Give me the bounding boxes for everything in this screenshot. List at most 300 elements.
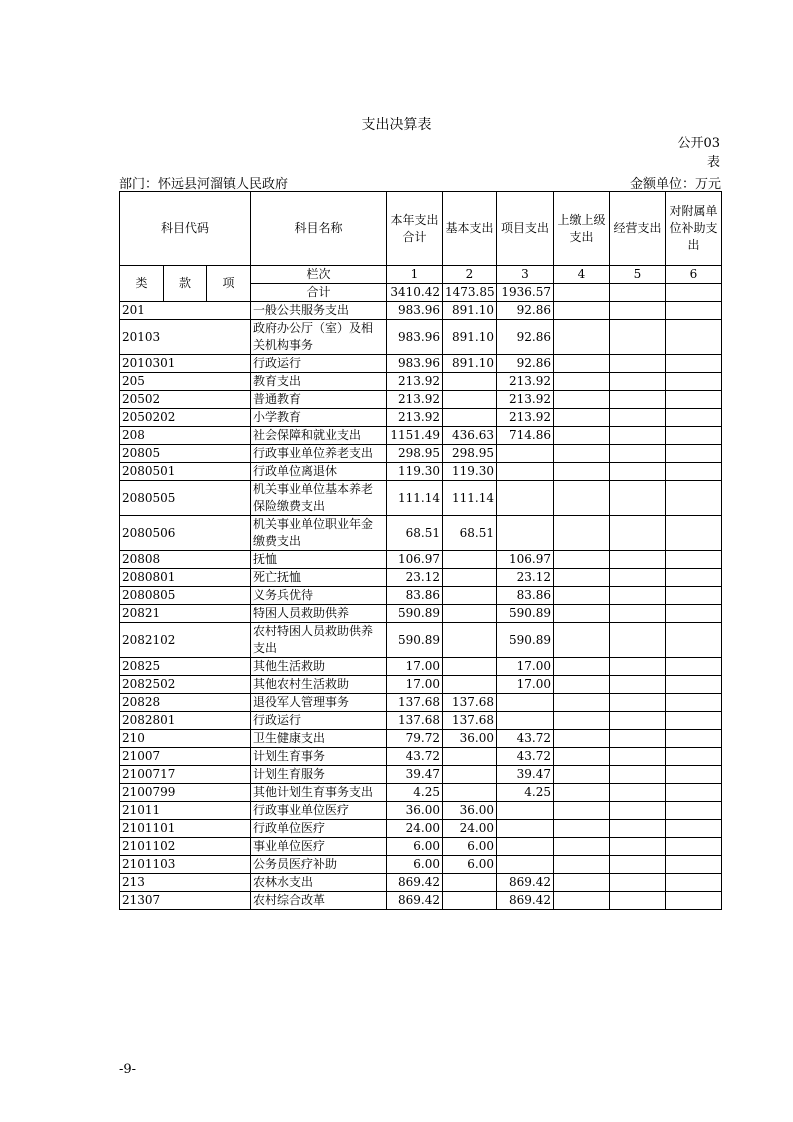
total-c6 [666,284,722,302]
cell-c3: 213.92 [497,391,554,409]
header-col2: 基本支出 [443,192,497,266]
cell-c1: 213.92 [387,391,443,409]
cell-c1: 6.00 [387,838,443,856]
cell-c5 [610,481,666,516]
cell-c1: 590.89 [387,623,443,658]
cell-code: 21007 [120,748,251,766]
cell-c3 [497,838,554,856]
cell-c2: 891.10 [443,355,497,373]
cell-code: 21011 [120,802,251,820]
table-row [120,373,722,391]
cell-c4 [554,892,610,910]
cell-c3: 39.47 [497,766,554,784]
table-row [120,605,722,623]
cell-c5 [610,748,666,766]
total-c2: 1473.85 [443,284,497,302]
cell-c6 [666,391,722,409]
table-row [120,463,722,481]
cell-c4 [554,569,610,587]
cell-c4 [554,712,610,730]
cell-name: 行政运行 [251,712,387,730]
header-col3: 项目支出 [497,192,554,266]
cell-c3: 869.42 [497,892,554,910]
cell-c4 [554,802,610,820]
total-c5 [610,284,666,302]
cell-c4 [554,481,610,516]
cell-code: 2082801 [120,712,251,730]
table-row [120,481,722,516]
cell-c4 [554,427,610,445]
cell-c4 [554,784,610,802]
cell-name: 其他农村生活救助 [251,676,387,694]
cell-c3 [497,516,554,551]
header-n4: 4 [554,266,610,284]
header-n2: 2 [443,266,497,284]
cell-name: 行政事业单位养老支出 [251,445,387,463]
cell-code: 2080805 [120,587,251,605]
table-row [120,445,722,463]
cell-c3: 17.00 [497,676,554,694]
cell-c1: 36.00 [387,802,443,820]
cell-c2 [443,784,497,802]
cell-code: 2100717 [120,766,251,784]
page-title: 支出决算表 [361,117,432,133]
table-row [120,748,722,766]
cell-c5 [610,658,666,676]
cell-c1: 23.12 [387,569,443,587]
cell-c3 [497,820,554,838]
table-row [120,551,722,569]
cell-c2 [443,373,497,391]
cell-c5 [610,676,666,694]
cell-c4 [554,730,610,748]
cell-c6 [666,516,722,551]
cell-c6 [666,748,722,766]
header-lei: 类 [120,266,164,302]
table-row [120,784,722,802]
cell-code: 2010301 [120,355,251,373]
cell-c3 [497,694,554,712]
table-row [120,391,722,409]
expenditure-table [119,191,722,910]
cell-c3: 83.86 [497,587,554,605]
cell-c3 [497,712,554,730]
cell-name: 普通教育 [251,391,387,409]
cell-c1: 1151.49 [387,427,443,445]
cell-c5 [610,373,666,391]
cell-c5 [610,445,666,463]
cell-c2 [443,874,497,892]
cell-c6 [666,784,722,802]
cell-name: 退役军人管理事务 [251,694,387,712]
cell-c3: 92.86 [497,302,554,320]
cell-code: 2101103 [120,856,251,874]
cell-c2 [443,766,497,784]
table-row [120,623,722,658]
cell-c4 [554,748,610,766]
cell-c3: 17.00 [497,658,554,676]
cell-c1: 43.72 [387,748,443,766]
cell-c6 [666,730,722,748]
table-row [120,569,722,587]
cell-c4 [554,302,610,320]
cell-name: 计划生育服务 [251,766,387,784]
cell-c2 [443,391,497,409]
cell-c6 [666,676,722,694]
cell-c1: 590.89 [387,605,443,623]
header-col6: 对附属单位补助支出 [666,192,722,266]
cell-c3 [497,802,554,820]
cell-c6 [666,587,722,605]
cell-name: 农村特困人员救助供养支出 [251,623,387,658]
total-c1: 3410.42 [387,284,443,302]
cell-c6 [666,623,722,658]
cell-code: 20821 [120,605,251,623]
cell-c2: 24.00 [443,820,497,838]
table-row [120,730,722,748]
table-row [120,694,722,712]
cell-c5 [610,320,666,355]
cell-c1: 17.00 [387,676,443,694]
header-lanci: 栏次 [251,266,387,284]
cell-name: 抚恤 [251,551,387,569]
header-n1: 1 [387,266,443,284]
cell-c3: 213.92 [497,373,554,391]
cell-name: 一般公共服务支出 [251,302,387,320]
cell-c2: 891.10 [443,320,497,355]
cell-c4 [554,623,610,658]
cell-c6 [666,820,722,838]
cell-c5 [610,766,666,784]
cell-c2 [443,409,497,427]
cell-c3 [497,481,554,516]
cell-code: 20805 [120,445,251,463]
header-n3: 3 [497,266,554,284]
table-row [120,712,722,730]
cell-c4 [554,463,610,481]
cell-c2 [443,587,497,605]
cell-name: 行政单位离退休 [251,463,387,481]
cell-c5 [610,391,666,409]
form-number-line2: 表 [706,155,720,170]
table-row [120,676,722,694]
cell-name: 特困人员救助供养 [251,605,387,623]
cell-c1: 869.42 [387,892,443,910]
cell-c5 [610,463,666,481]
table-row [120,892,722,910]
cell-c1: 983.96 [387,320,443,355]
cell-code: 2082502 [120,676,251,694]
cell-c1: 983.96 [387,302,443,320]
cell-code: 201 [120,302,251,320]
cell-c5 [610,856,666,874]
cell-name: 义务兵优待 [251,587,387,605]
cell-name: 政府办公厅（室）及相关机构事务 [251,320,387,355]
cell-c5 [610,516,666,551]
cell-c5 [610,569,666,587]
cell-c1: 119.30 [387,463,443,481]
cell-c6 [666,481,722,516]
cell-name: 教育支出 [251,373,387,391]
cell-c5 [610,820,666,838]
form-number-line1: 公开03 [677,136,720,151]
cell-name: 社会保障和就业支出 [251,427,387,445]
cell-c4 [554,676,610,694]
cell-c1: 298.95 [387,445,443,463]
cell-c5 [610,694,666,712]
cell-c4 [554,355,610,373]
cell-c2 [443,748,497,766]
cell-c6 [666,302,722,320]
table-row [120,302,722,320]
cell-c3: 213.92 [497,409,554,427]
cell-c6 [666,838,722,856]
cell-code: 205 [120,373,251,391]
table-row [120,856,722,874]
cell-c1: 213.92 [387,373,443,391]
cell-c3 [497,445,554,463]
cell-c6 [666,712,722,730]
cell-c2 [443,551,497,569]
cell-c3: 43.72 [497,730,554,748]
cell-c6 [666,569,722,587]
cell-c3: 869.42 [497,874,554,892]
cell-c1: 869.42 [387,874,443,892]
cell-c2: 436.63 [443,427,497,445]
cell-c6 [666,373,722,391]
cell-c5 [610,605,666,623]
cell-c1: 106.97 [387,551,443,569]
cell-name: 卫生健康支出 [251,730,387,748]
cell-c2 [443,892,497,910]
cell-c3: 106.97 [497,551,554,569]
cell-c1: 4.25 [387,784,443,802]
table-row [120,658,722,676]
cell-c3: 590.89 [497,623,554,658]
cell-c3 [497,856,554,874]
cell-c6 [666,320,722,355]
cell-c1: 6.00 [387,856,443,874]
cell-c5 [610,892,666,910]
cell-name: 机关事业单位基本养老保险缴费支出 [251,481,387,516]
header-name: 科目名称 [251,192,387,266]
cell-code: 20502 [120,391,251,409]
cell-code: 2100799 [120,784,251,802]
cell-c1: 24.00 [387,820,443,838]
table-body [120,302,722,910]
cell-c6 [666,874,722,892]
cell-code: 20103 [120,320,251,355]
cell-c5 [610,409,666,427]
table-row [120,820,722,838]
header-n5: 5 [610,266,666,284]
cell-c2: 119.30 [443,463,497,481]
cell-c4 [554,373,610,391]
table-row [120,355,722,373]
cell-code: 208 [120,427,251,445]
cell-c4 [554,694,610,712]
cell-c6 [666,551,722,569]
cell-c4 [554,605,610,623]
cell-c1: 137.68 [387,712,443,730]
cell-c4 [554,766,610,784]
cell-c2: 137.68 [443,712,497,730]
cell-c6 [666,766,722,784]
cell-c2: 298.95 [443,445,497,463]
cell-c5 [610,874,666,892]
cell-code: 2080801 [120,569,251,587]
cell-c3 [497,463,554,481]
table-row [120,766,722,784]
cell-code: 213 [120,874,251,892]
cell-name: 行政运行 [251,355,387,373]
cell-c1: 83.86 [387,587,443,605]
cell-c4 [554,658,610,676]
cell-code: 210 [120,730,251,748]
cell-code: 20828 [120,694,251,712]
cell-name: 计划生育事务 [251,748,387,766]
cell-c1: 111.14 [387,481,443,516]
cell-c2: 111.14 [443,481,497,516]
cell-c1: 17.00 [387,658,443,676]
cell-c2: 891.10 [443,302,497,320]
cell-c6 [666,892,722,910]
cell-c1: 39.47 [387,766,443,784]
cell-c3: 43.72 [497,748,554,766]
cell-name: 小学教育 [251,409,387,427]
cell-code: 2101102 [120,838,251,856]
cell-code: 20808 [120,551,251,569]
table-row [120,427,722,445]
cell-c6 [666,802,722,820]
header-kuan: 款 [164,266,207,302]
cell-c5 [610,712,666,730]
cell-c5 [610,730,666,748]
cell-name: 其他生活救助 [251,658,387,676]
total-c3: 1936.57 [497,284,554,302]
cell-name: 公务员医疗补助 [251,856,387,874]
cell-c4 [554,320,610,355]
total-label: 合计 [251,284,387,302]
cell-c4 [554,838,610,856]
cell-c6 [666,427,722,445]
cell-code: 21307 [120,892,251,910]
cell-code: 2080505 [120,481,251,516]
cell-c2: 6.00 [443,838,497,856]
table-row [120,587,722,605]
cell-c5 [610,302,666,320]
table-row [120,409,722,427]
cell-code: 2101101 [120,820,251,838]
unit-label: 金额单位：万元 [629,177,721,192]
cell-name: 其他计划生育事务支出 [251,784,387,802]
header-col5: 经营支出 [610,192,666,266]
cell-c3: 4.25 [497,784,554,802]
cell-c2: 68.51 [443,516,497,551]
cell-c3: 714.86 [497,427,554,445]
cell-c1: 213.92 [387,409,443,427]
cell-c3: 23.12 [497,569,554,587]
cell-code: 2082102 [120,623,251,658]
cell-c3: 92.86 [497,355,554,373]
cell-c6 [666,856,722,874]
form-number [677,134,720,172]
cell-name: 机关事业单位职业年金缴费支出 [251,516,387,551]
cell-c2 [443,569,497,587]
cell-c2 [443,623,497,658]
cell-c4 [554,874,610,892]
cell-c5 [610,427,666,445]
header-code: 科目代码 [120,192,251,266]
cell-c1: 983.96 [387,355,443,373]
cell-c4 [554,391,610,409]
cell-code: 2050202 [120,409,251,427]
cell-c2: 36.00 [443,730,497,748]
cell-c6 [666,658,722,676]
cell-name: 农林水支出 [251,874,387,892]
cell-name: 事业单位医疗 [251,838,387,856]
cell-c4 [554,587,610,605]
cell-c6 [666,355,722,373]
cell-c4 [554,445,610,463]
cell-c6 [666,605,722,623]
cell-c6 [666,463,722,481]
cell-c2 [443,605,497,623]
cell-name: 死亡抚恤 [251,569,387,587]
cell-c5 [610,587,666,605]
table-row [120,802,722,820]
cell-c4 [554,551,610,569]
header-n6: 6 [666,266,722,284]
cell-c5 [610,355,666,373]
cell-c4 [554,820,610,838]
cell-c1: 137.68 [387,694,443,712]
header-xiang: 项 [207,266,251,302]
cell-c6 [666,694,722,712]
cell-c6 [666,409,722,427]
header-col4: 上缴上级支出 [554,192,610,266]
cell-name: 行政事业单位医疗 [251,802,387,820]
cell-c5 [610,838,666,856]
cell-c2: 36.00 [443,802,497,820]
cell-code: 2080506 [120,516,251,551]
cell-c5 [610,784,666,802]
cell-c2: 137.68 [443,694,497,712]
table-row [120,838,722,856]
cell-c5 [610,623,666,658]
cell-c6 [666,445,722,463]
cell-code: 20825 [120,658,251,676]
cell-name: 农村综合改革 [251,892,387,910]
page-number: -9- [119,1062,137,1077]
table-row [120,320,722,355]
cell-c5 [610,802,666,820]
cell-c2 [443,676,497,694]
cell-c2: 6.00 [443,856,497,874]
cell-c5 [610,551,666,569]
cell-code: 2080501 [120,463,251,481]
cell-c3: 92.86 [497,320,554,355]
department-label: 部门：怀远县河溜镇人民政府 [119,177,289,192]
cell-c1: 68.51 [387,516,443,551]
cell-c1: 79.72 [387,730,443,748]
cell-c3: 590.89 [497,605,554,623]
cell-c4 [554,856,610,874]
total-c4 [554,284,610,302]
table-row [120,874,722,892]
header-col1: 本年支出合计 [387,192,443,266]
cell-name: 行政单位医疗 [251,820,387,838]
